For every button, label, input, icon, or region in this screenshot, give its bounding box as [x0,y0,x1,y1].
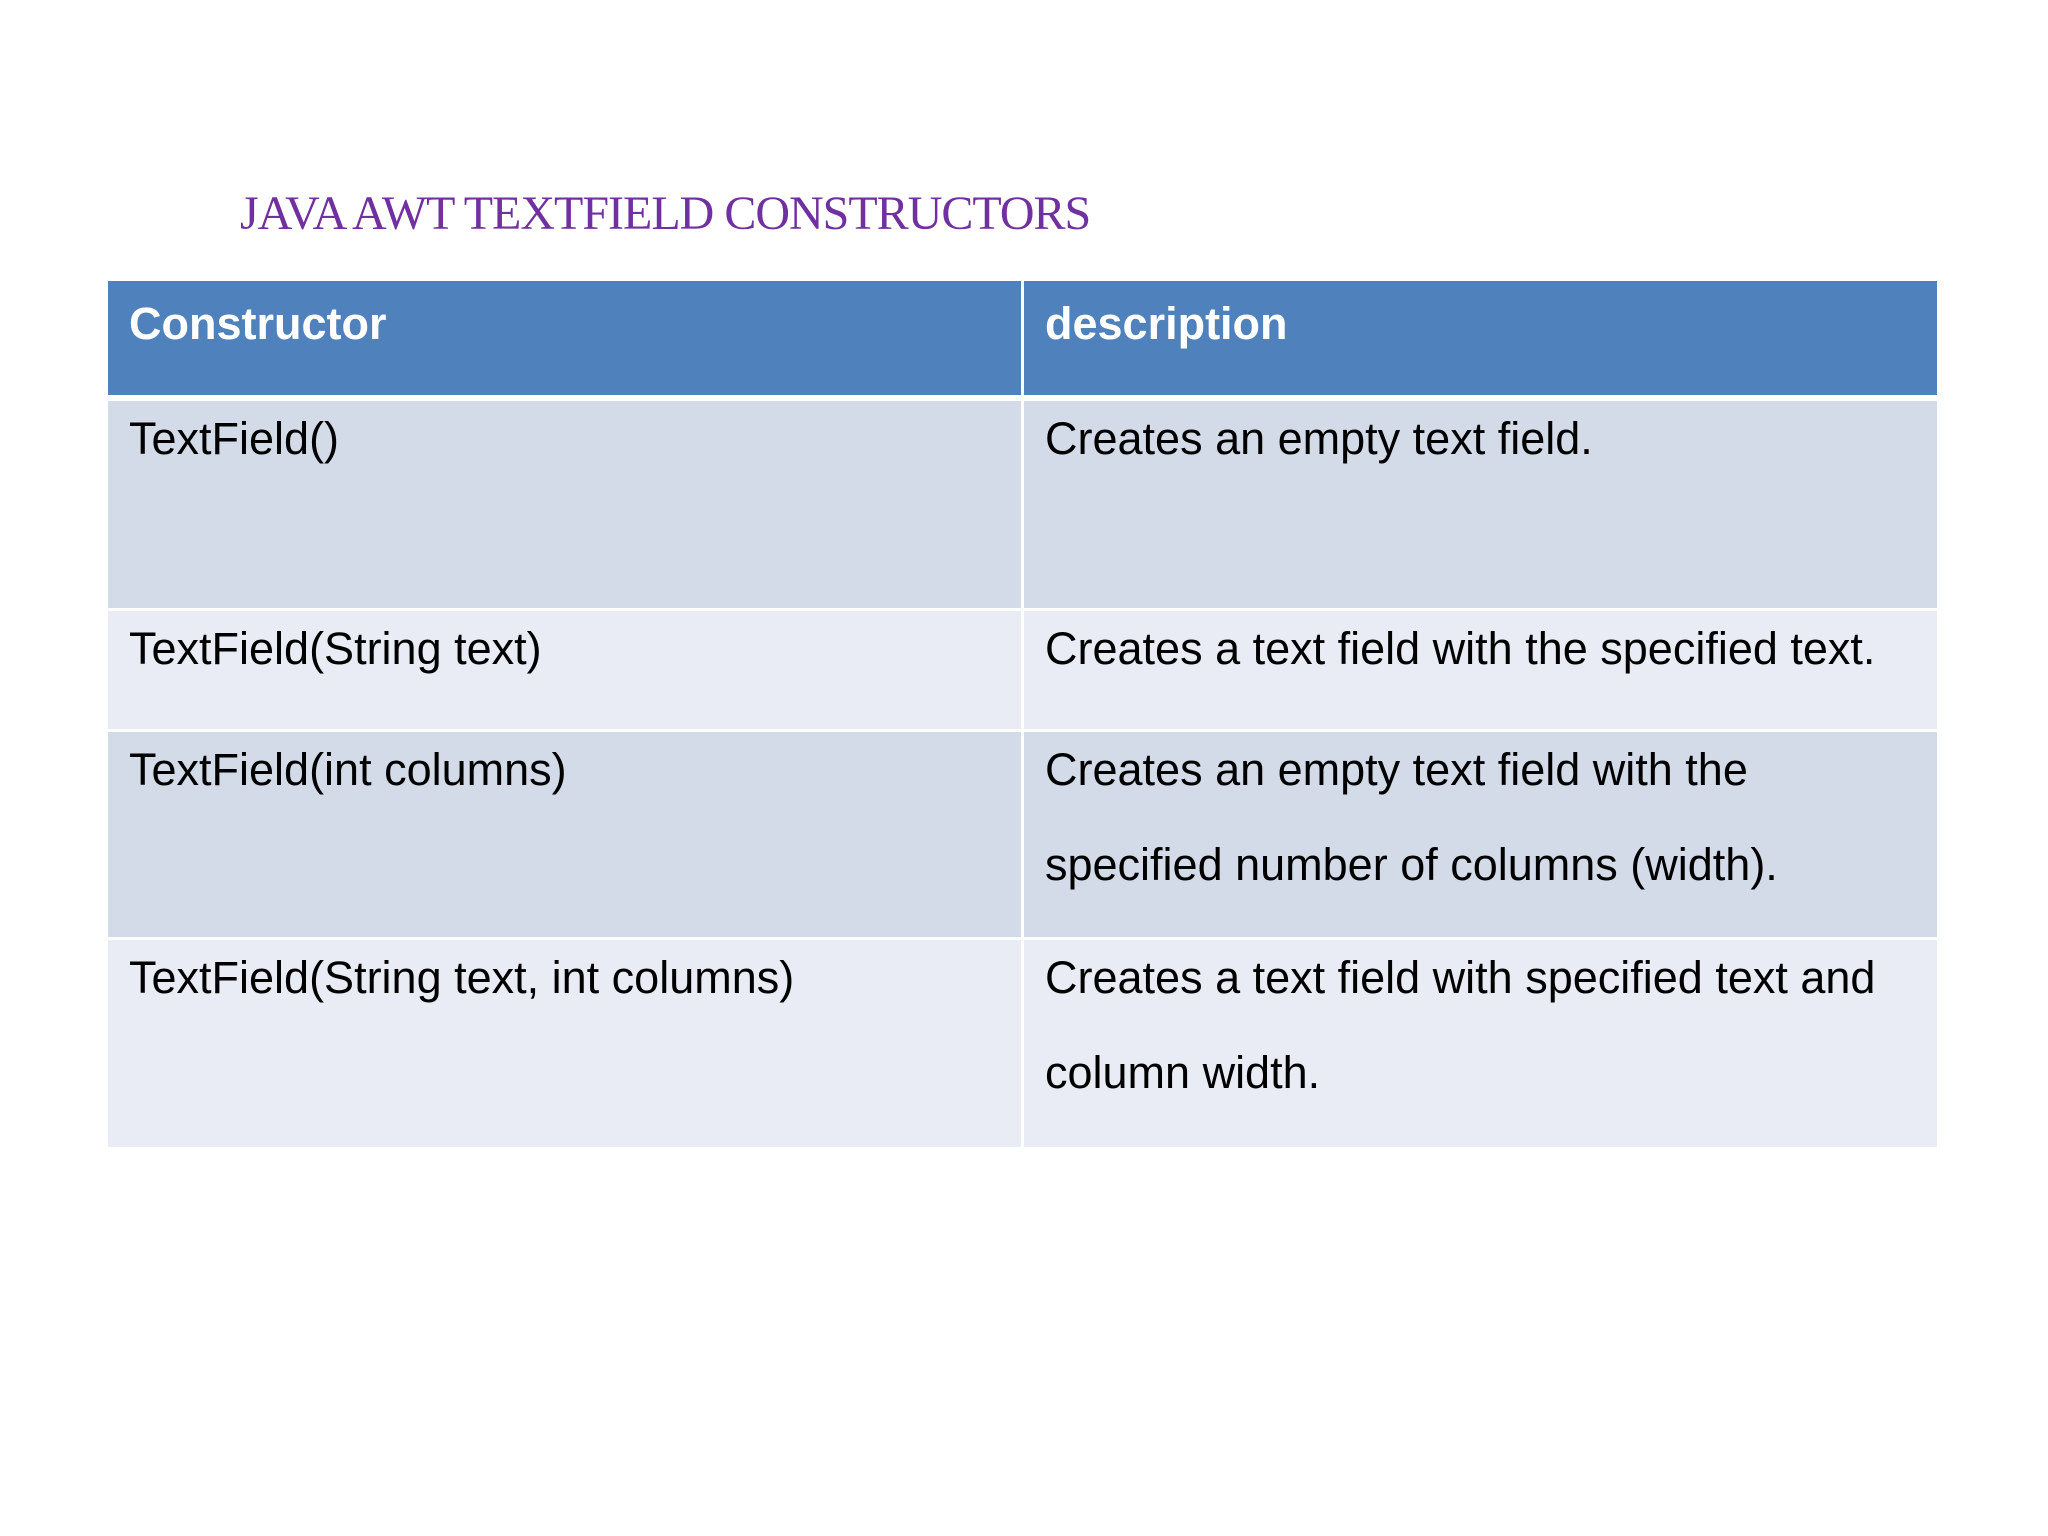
table-row [107,610,1939,731]
description-line: Creates a text field with specified text and [1045,952,1876,1003]
constructor-signature: TextField(int columns) [129,744,567,795]
description-line: Creates an empty text field with the [1045,744,1748,795]
constructor-cell [107,398,1023,610]
constructor-signature: TextField(String text) [129,623,542,674]
description-cell [1023,610,1939,731]
table-row [107,398,1939,610]
constructor-signature: TextField() [129,412,340,464]
description-line: Creates a text field with the specified text. [1045,623,1876,674]
table-row [107,939,1939,1149]
table-row [107,731,1939,939]
table-header-row [107,280,1939,398]
description-cell [1023,398,1939,610]
constructor-cell [107,610,1023,731]
description-line: Creates an empty text field. [1045,412,1593,464]
page-title: JAVA AWT TEXTFIELD CONSTRUCTORS [240,187,1091,240]
column-header-description: description [1023,280,1939,398]
description-line: column width. [1045,1047,1321,1098]
constructor-cell [107,731,1023,939]
constructor-cell [107,939,1023,1149]
description-line: specified number of columns (width). [1045,839,1778,890]
constructors-table [105,278,1940,1150]
description-cell [1023,731,1939,939]
column-header-constructor: Constructor [107,280,1023,398]
constructor-signature: TextField(String text, int columns) [129,952,795,1003]
description-cell [1023,939,1939,1149]
